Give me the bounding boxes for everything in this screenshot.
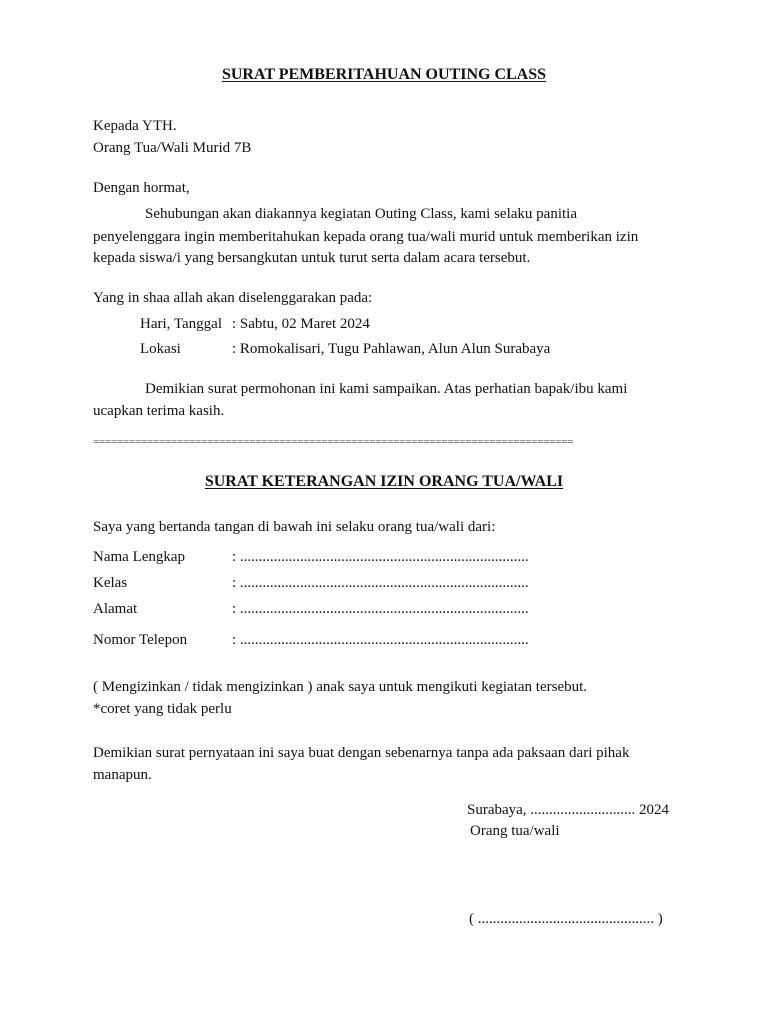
statement-line-1: Demikian surat pernyataan ini saya buat dengan sebenarnya tanpa ada paksaan dari pihak bbox=[93, 745, 630, 761]
field-value-name: : ............................................................................. bbox=[232, 549, 529, 565]
greeting: Dengan hormat, bbox=[93, 180, 190, 196]
notice-title: SURAT PEMBERITAHUAN OUTING CLASS bbox=[221, 66, 547, 83]
field-value-address: : ............................................................................. bbox=[232, 601, 529, 617]
field-label-address: Alamat bbox=[93, 601, 138, 617]
statement-line-2: manapun. bbox=[93, 767, 152, 783]
schedule-label-date: Hari, Tanggal bbox=[140, 316, 222, 332]
signature-line: ( ............................................... ) bbox=[469, 911, 663, 927]
place-date: Surabaya, ............................ 2024 bbox=[467, 802, 670, 818]
permission-intro: Saya yang bertanda tangan di bawah ini selaku orang tua/wali dari: bbox=[93, 519, 496, 535]
paragraph-line-3: kepada siswa/i yang bersangkutan untuk turut serta dalam acara tersebut. bbox=[93, 250, 531, 266]
permission-title: SURAT KETERANGAN IZIN ORANG TUA/WALI bbox=[204, 473, 564, 490]
field-label-class: Kelas bbox=[93, 575, 128, 591]
closing-line-1: Demikian surat permohonan ini kami sampaikan. Atas perhatian bapak/ibu kami bbox=[145, 381, 628, 397]
field-label-phone: Nomor Telepon bbox=[93, 632, 188, 648]
consent-line: ( Mengizinkan / tidak mengizinkan ) anak saya untuk mengikuti kegiatan tersebut. bbox=[93, 679, 588, 695]
schedule-label-location: Lokasi bbox=[140, 341, 181, 357]
paragraph-line-2: penyelenggara ingin memberitahukan kepada orang tua/wali murid untuk memberikan izin bbox=[93, 229, 639, 245]
field-label-name: Nama Lengkap bbox=[93, 549, 186, 565]
recipient-line-2: Orang Tua/Wali Murid 7B bbox=[93, 140, 252, 156]
signer-label: Orang tua/wali bbox=[470, 823, 560, 839]
closing-line-2: ucapkan terima kasih. bbox=[93, 403, 225, 419]
schedule-value-location: : Romokalisari, Tugu Pahlawan, Alun Alun Surabaya bbox=[232, 341, 551, 357]
schedule-value-date: : Sabtu, 02 Maret 2024 bbox=[232, 316, 370, 332]
recipient-line-1: Kepada YTH. bbox=[93, 118, 177, 134]
section-separator: ================================================================================ bbox=[93, 437, 574, 448]
field-value-class: : ............................................................................. bbox=[232, 575, 529, 591]
strike-note: *coret yang tidak perlu bbox=[93, 701, 232, 717]
schedule-intro: Yang in shaa allah akan diselenggarakan pada: bbox=[93, 290, 373, 306]
paragraph-line-1: Sehubungan akan diakannya kegiatan Outing Class, kami selaku panitia bbox=[145, 206, 577, 222]
field-value-phone: : ............................................................................. bbox=[232, 632, 529, 648]
